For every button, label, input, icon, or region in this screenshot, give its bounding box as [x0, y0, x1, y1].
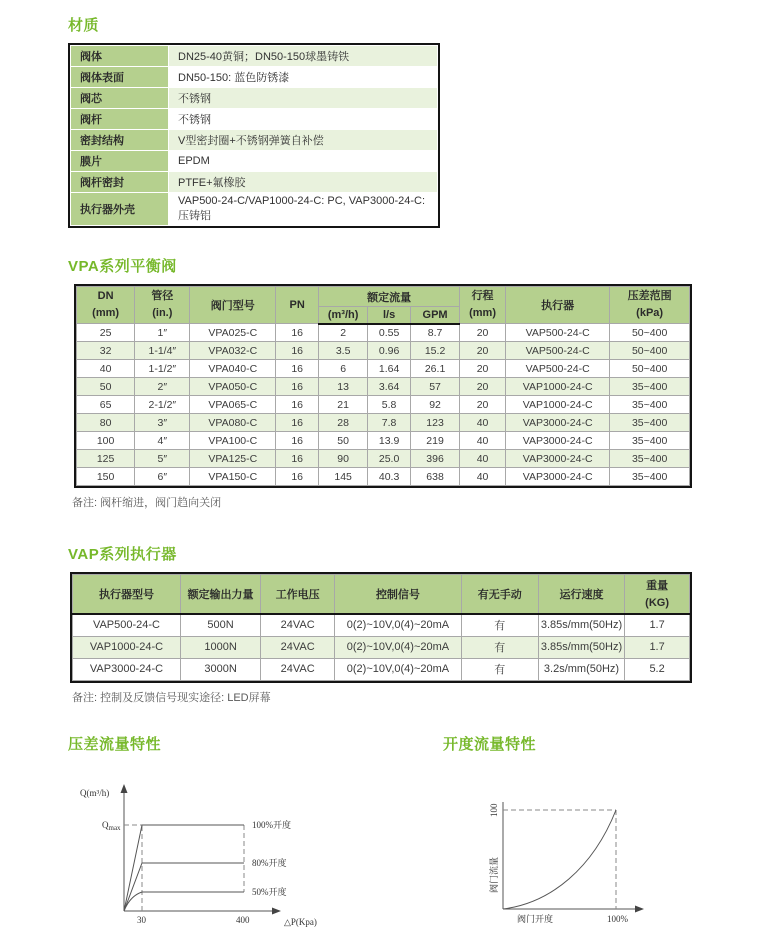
- vpa-section-title: VPA系列平衡阀: [68, 258, 177, 275]
- table-row: [71, 67, 438, 88]
- y-max-label: 100: [489, 803, 499, 817]
- col-header-voltage: 工作电压: [261, 575, 335, 615]
- material-property-value: EPDM: [169, 151, 438, 172]
- curve-label-80: 80%开度: [252, 857, 287, 868]
- dp-flow-chart-title: 压差流量特性: [68, 735, 162, 753]
- material-property-value: DN50-150: 蓝色防锈漆: [169, 67, 438, 88]
- table-row: 32 1-1/4″ VPA032-C 16 3.5 0.96 15.2 20 VAP500-24-C 50~400: [77, 342, 690, 360]
- materials-section: [68, 14, 770, 228]
- material-property-label: 阀杆密封: [71, 172, 169, 193]
- qmax-label: $Q_{max}$: [102, 819, 121, 832]
- col-header-dn: DN (mm): [77, 287, 135, 324]
- table-row: [71, 193, 438, 226]
- table-row: 50 2″ VPA050-C 16 13 3.64 57 20 VAP1000-24-C 35~400: [77, 378, 690, 396]
- x-axis-arrow-icon: [635, 905, 644, 912]
- table-row: 80 3″ VPA080-C 16 28 7.8 123 40 VAP3000-24-C 35~400: [77, 414, 690, 432]
- table-row: 65 2-1/2″ VPA065-C 16 21 5.8 92 20 VAP1000-24-C 35~400: [77, 396, 690, 414]
- col-header-pipe-size: 管径 (in.): [135, 287, 190, 324]
- materials-title: 材质: [68, 17, 100, 34]
- col-header-stroke: 行程 (mm): [460, 287, 506, 324]
- col-header-valve-model: 阀门型号: [190, 287, 276, 324]
- table-row: 100 4″ VPA100-C 16 50 13.9 219 40 VAP3000-24-C 35~400: [77, 432, 690, 450]
- material-property-value: 不锈钢: [169, 88, 438, 109]
- materials-table: [68, 43, 440, 228]
- header-row: [73, 575, 690, 615]
- col-header-pn: PN: [276, 287, 319, 324]
- col-header-flow-gpm: GPM: [411, 307, 460, 324]
- x-axis-label: △P(Kpa): [284, 916, 317, 927]
- vap-spec-table: [70, 572, 692, 683]
- col-header-weight: 重量 (KG): [625, 575, 690, 615]
- material-property-label: 阀芯: [71, 88, 169, 109]
- col-header-actuator-model: 执行器型号: [73, 575, 181, 615]
- y-axis-arrow-icon: [121, 784, 128, 793]
- table-row: [71, 172, 438, 193]
- table-row: [71, 151, 438, 172]
- col-header-rated-force: 额定输出力量: [180, 575, 260, 615]
- curve-label-100: 100%开度: [252, 819, 291, 830]
- table-row: [71, 130, 438, 151]
- table-row: [71, 88, 438, 109]
- table-row: VAP3000-24-C 3000N 24VAC 0(2)~10V,0(4)~20mA 有 3.2s/mm(50Hz) 5.2: [73, 658, 690, 680]
- table-row: [71, 109, 438, 130]
- charts-row: [68, 733, 770, 938]
- table-row: VAP500-24-C 500N 24VAC 0(2)~10V,0(4)~20mA 有 3.85s/mm(50Hz) 1.7: [73, 614, 690, 636]
- material-property-label: 执行器外壳: [71, 193, 169, 226]
- vpa-spec-table: [74, 284, 692, 488]
- material-property-value: PTFE+氟橡胶: [169, 172, 438, 193]
- material-property-value: 不锈钢: [169, 109, 438, 130]
- equal-percentage-curve: [503, 810, 616, 909]
- curve-label-50: 50%开度: [252, 886, 287, 897]
- col-header-actuator: 执行器: [506, 287, 610, 324]
- material-property-label: 阀杆: [71, 109, 169, 130]
- x-max-label: 100%: [607, 913, 628, 924]
- opening-flow-chart-section: [443, 733, 743, 938]
- x-axis-arrow-icon: [272, 907, 281, 914]
- material-property-value: VAP500-24-C/VAP1000-24-C: PC, VAP3000-24-C: 压铸铝: [169, 193, 438, 226]
- table-row: VAP1000-24-C 1000N 24VAC 0(2)~10V,0(4)~20mA 有 3.85s/mm(50Hz) 1.7: [73, 636, 690, 658]
- col-header-rated-flow-group: 额定流量: [319, 287, 460, 307]
- material-property-label: 阀体表面: [71, 67, 169, 88]
- material-property-value: DN25-40黄铜；DN50-150球墨铸铁: [169, 46, 438, 67]
- table-row: [71, 46, 438, 67]
- material-property-label: 密封结构: [71, 130, 169, 151]
- material-property-label: 阀体: [71, 46, 169, 67]
- vap-table-note: 备注: 控制及反馈信号现实途径: LED屏幕: [72, 691, 271, 704]
- header-row: [77, 287, 690, 307]
- col-header-flow-m3h: (m³/h): [319, 307, 368, 324]
- x-tick-30: 30: [137, 914, 146, 925]
- opening-flow-chart-title: 开度流量特性: [443, 735, 537, 753]
- col-header-manual-override: 有无手动: [461, 575, 538, 615]
- dp-flow-chart: [72, 780, 372, 938]
- vpa-table-note: 备注: 阀杆缩进，阀门趋向关闭: [72, 497, 222, 510]
- x-axis-label: 阀门开度: [517, 913, 554, 924]
- col-header-dp-range: 压差范围 (kPa): [610, 287, 690, 324]
- col-header-control-signal: 控制信号: [335, 575, 461, 615]
- col-header-flow-ls: l/s: [368, 307, 411, 324]
- vap-actuator-section: [68, 543, 770, 705]
- y-axis-label: Q(m³/h): [80, 787, 110, 798]
- table-row: 150 6″ VPA150-C 16 145 40.3 638 40 VAP3000-24-C 35~400: [77, 468, 690, 486]
- x-tick-400: 400: [236, 914, 250, 925]
- material-property-value: V型密封圈+不锈钢弹簧自补偿: [169, 130, 438, 151]
- vap-section-title: VAP系列执行器: [68, 546, 177, 564]
- opening-flow-chart: [471, 790, 681, 935]
- material-property-label: 膜片: [71, 151, 169, 172]
- vpa-valve-section: [68, 255, 770, 510]
- col-header-running-speed: 运行速度: [538, 575, 624, 615]
- table-row: 40 1-1/2″ VPA040-C 16 6 1.64 26.1 20 VAP500-24-C 50~400: [77, 360, 690, 378]
- dp-flow-chart-section: [68, 733, 443, 938]
- table-row: 125 5″ VPA125-C 16 90 25.0 396 40 VAP3000-24-C 35~400: [77, 450, 690, 468]
- y-axis-label: 阀门流量: [489, 856, 499, 893]
- table-row: 25 1″ VPA025-C 16 2 0.55 8.7 20 VAP500-24-C 50~400: [77, 324, 690, 342]
